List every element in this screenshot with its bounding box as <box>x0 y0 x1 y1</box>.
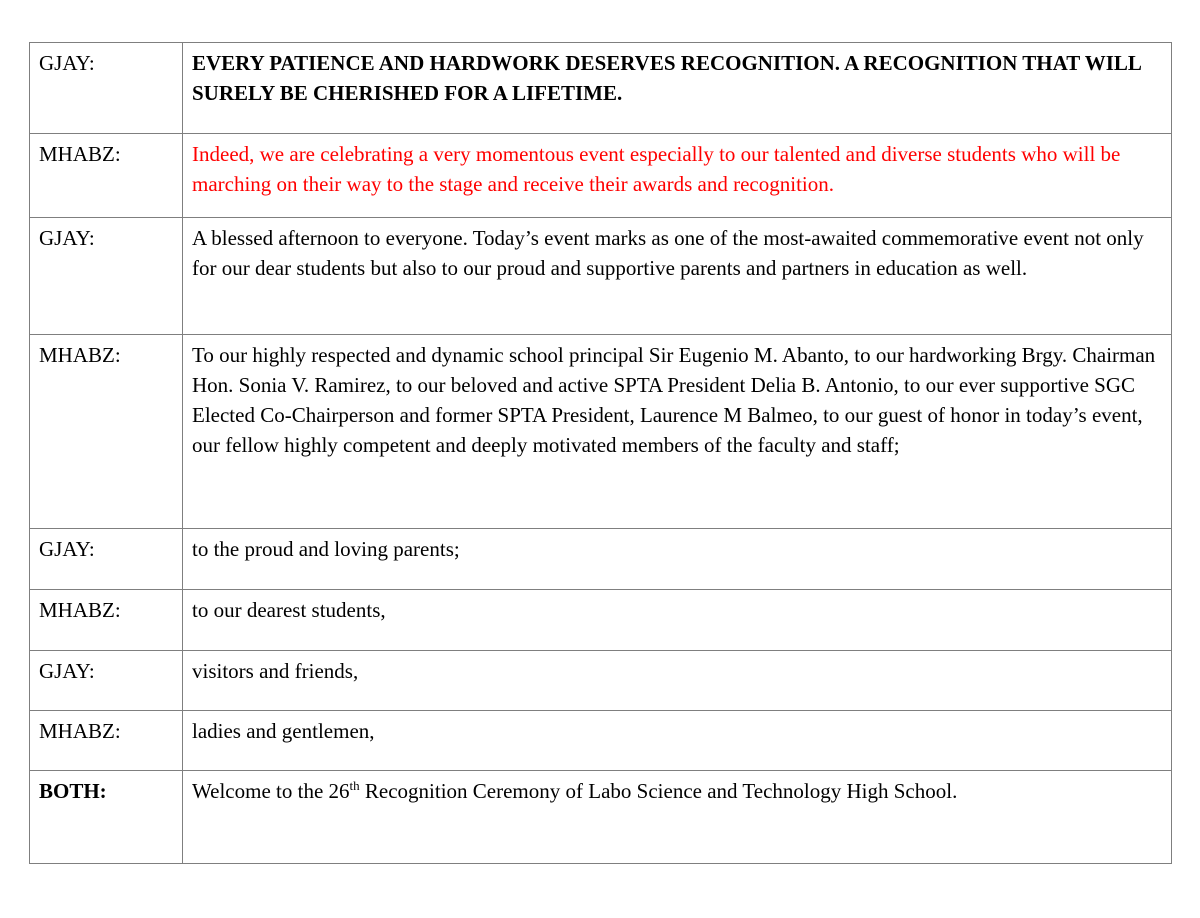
line-cell <box>183 771 1172 864</box>
line-cell: Indeed, we are celebrating a very momentous event especially to our talented and diverse students who will be marching on their way to the stage and receive their awards and recognition. <box>183 134 1172 218</box>
speaker-cell: MHABZ: <box>30 335 183 529</box>
line-cell: EVERY PATIENCE AND HARDWORK DESERVES RECOGNITION. A RECOGNITION THAT WILL SURELY BE CHERISHED FOR A LIFETIME. <box>183 43 1172 134</box>
table-row <box>30 711 1172 771</box>
table-row <box>30 529 1172 590</box>
line-cell: ladies and gentlemen, <box>183 711 1172 771</box>
speaker-cell: MHABZ: <box>30 134 183 218</box>
table-row <box>30 771 1172 864</box>
welcome-text: Welcome to the 26 <box>192 779 350 803</box>
table-row <box>30 134 1172 218</box>
speaker-cell: BOTH: <box>30 771 183 864</box>
speaker-cell: MHABZ: <box>30 711 183 771</box>
table-row <box>30 335 1172 529</box>
speaker-cell: GJAY: <box>30 43 183 134</box>
table-row <box>30 590 1172 651</box>
line-cell: A blessed afternoon to everyone. Today’s event marks as one of the most-awaited commemorative event not only for our dear students but also to our proud and supportive parents and partners in education as well. <box>183 218 1172 335</box>
program-script-table <box>29 42 1172 864</box>
line-cell: To our highly respected and dynamic school principal Sir Eugenio M. Abanto, to our hardworking Brgy. Chairman Hon. Sonia V. Ramirez, to our beloved and active SPTA President Delia B. Antonio, to our ever supportive SGC Elected Co-Chairperson and former SPTA President, Laurence M Balmeo, to our guest of honor in today’s event, our fellow highly competent and deeply motivated members of the faculty and staff; <box>183 335 1172 529</box>
speaker-cell: MHABZ: <box>30 590 183 651</box>
ordinal-suffix: th <box>349 778 360 793</box>
table-row <box>30 218 1172 335</box>
welcome-text-rest: Recognition Ceremony of Labo Science and Technology High School. <box>359 779 958 803</box>
speaker-cell: GJAY: <box>30 529 183 590</box>
line-cell: visitors and friends, <box>183 651 1172 711</box>
speaker-cell: GJAY: <box>30 651 183 711</box>
line-cell: to the proud and loving parents; <box>183 529 1172 590</box>
table-row <box>30 43 1172 134</box>
table-row <box>30 651 1172 711</box>
speaker-cell: GJAY: <box>30 218 183 335</box>
line-cell: to our dearest students, <box>183 590 1172 651</box>
